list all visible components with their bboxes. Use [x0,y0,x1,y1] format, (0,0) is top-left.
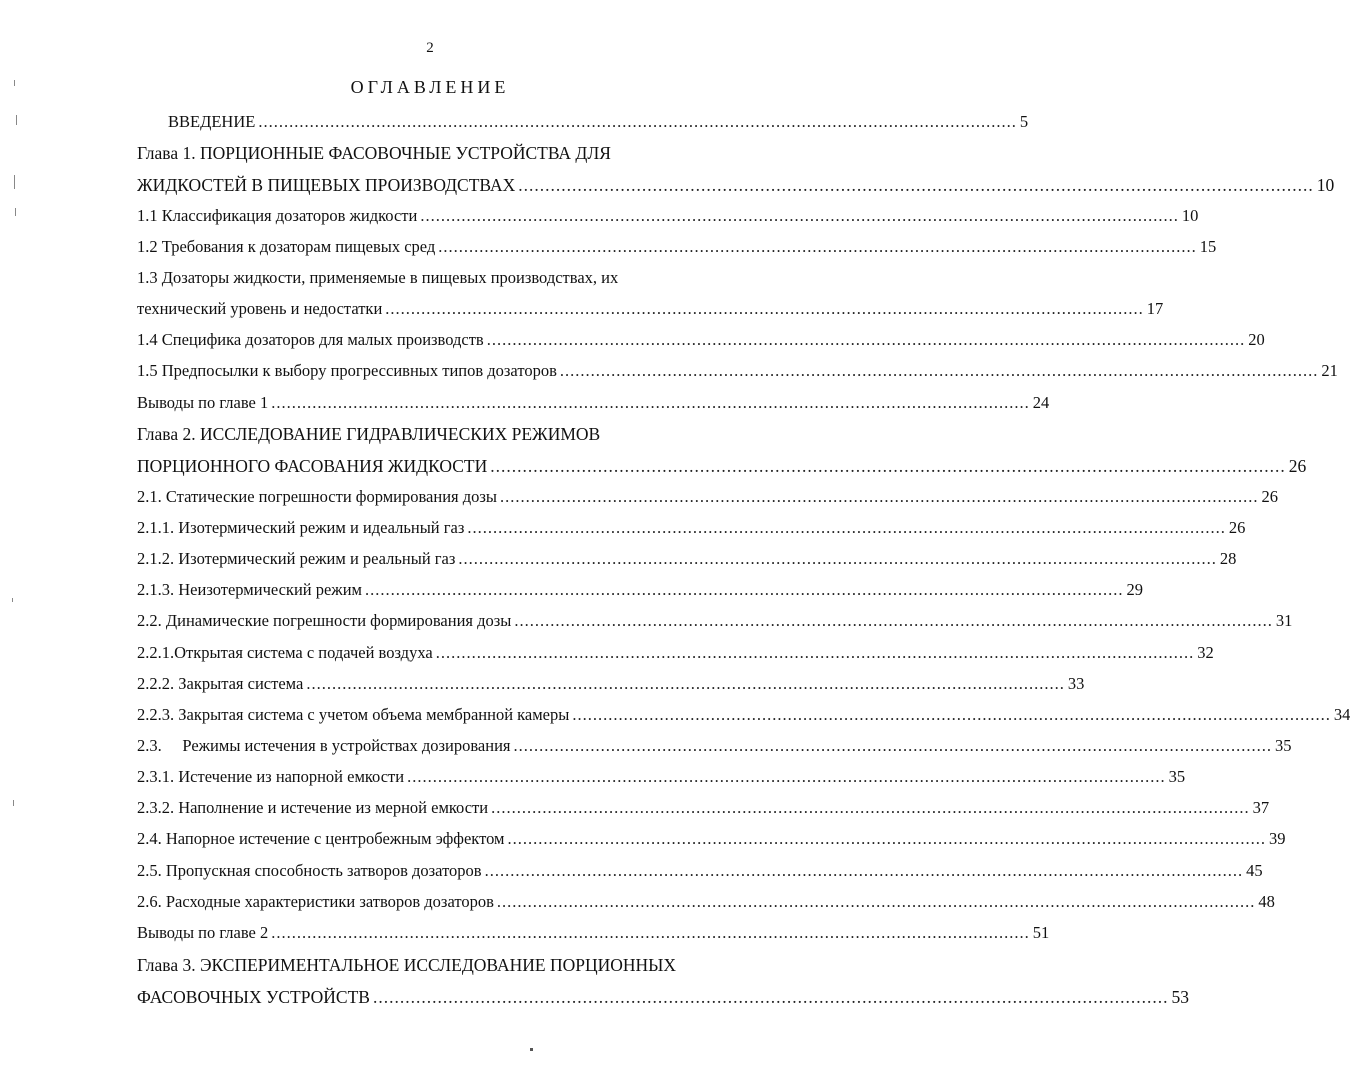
dot-leader: .................................................................................................................................................... [507,829,1266,848]
toc-entry-title: 1.4 Специфика дозаторов для малых производств [137,330,484,349]
toc-entry-page: 29 [1126,580,1143,599]
scan-mark [13,800,14,806]
toc-chapter-heading: Глава 3. ЭКСПЕРИМЕНТАЛЬНОЕ ИССЛЕДОВАНИЕ ПОРЦИОННЫХ [137,955,677,975]
toc-entry-title: 2.3. Режимы истечения в устройствах дозирования [137,736,511,755]
toc-entry-page: 45 [1246,861,1263,880]
page-number: 2 [426,40,434,56]
scan-mark [14,175,15,189]
toc-entry-page: 39 [1268,829,1286,848]
dot-leader: .................................................................................................................................................... [513,736,1272,755]
toc-entry [137,486,1279,508]
toc-entry-page: 17 [1146,299,1164,318]
toc-entry-title: 2.6. Расходные характеристики затворов дозаторов [137,892,494,911]
dot-leader: .................................................................................................................................................... [559,361,1319,380]
dot-leader: .................................................................................................................................................... [491,798,1250,817]
toc-entry [137,891,1275,913]
toc-entry-page: 26 [1288,456,1307,476]
toc-entry-title: 2.3.1. Истечение из напорной емкости [137,767,405,786]
toc-entry-page: 35 [1275,736,1292,755]
toc-entry [137,766,1186,788]
toc-entry-title: 1.2 Требования к дозаторам пищевых сред [137,237,436,256]
toc-entry [137,579,1143,601]
scan-mark [14,80,15,86]
toc-entry-page: 15 [1199,237,1217,256]
toc-entry-title: 1.5 Предпосылки к выбору прогрессивных типов дозаторов [137,361,557,380]
toc-entry-page: 10 [1316,175,1335,195]
toc-entry-page: 24 [1032,393,1050,412]
toc-entry-page: 21 [1321,361,1338,380]
toc-entry-title: 2.1.2. Изотермический режим и реальный газ [137,549,456,568]
toc-entry-page: 31 [1275,611,1293,630]
toc-entry-page: 26 [1261,487,1279,506]
scan-mark [530,1048,533,1051]
toc-entry [137,797,1270,819]
dot-leader: .................................................................................................................................................... [420,206,1179,225]
toc-entry [137,673,1085,695]
toc-entry [137,860,1263,882]
toc-entry-title: 2.3.2. Наполнение и истечение из мерной емкости [137,798,489,817]
toc-entry [137,704,1350,726]
toc-entry [137,828,1286,850]
dot-leader: .................................................................................................................................................... [458,549,1217,568]
dot-leader: .................................................................................................................................................... [271,393,1030,412]
toc-entry-page: 34 [1333,705,1350,724]
toc-entry [137,298,1164,320]
toc-entry-title: Выводы по главе 2 [137,923,269,942]
dot-leader: .................................................................................................................................................... [385,299,1144,318]
dot-leader: .................................................................................................................................................... [572,705,1331,724]
toc-entry [137,986,1189,1008]
toc-entry [137,642,1214,664]
toc-entry [137,360,1338,382]
scan-mark [16,115,17,125]
toc-entry-title: Выводы по главе 1 [137,393,269,412]
dot-leader: .................................................................................................................................................... [364,580,1124,599]
dot-leader: .................................................................................................................................................... [407,767,1166,786]
toc-entry-title: 2.1.3. Неизотермический режим [137,580,362,599]
toc-chapter-heading: Глава 2. ИССЛЕДОВАНИЕ ГИДРАВЛИЧЕСКИХ РЕЖИМОВ [137,424,601,444]
toc-entry-title: ЖИДКОСТЕЙ В ПИЩЕВЫХ ПРОИЗВОДСТВАХ [137,175,516,195]
dot-leader: .................................................................................................................................................... [372,987,1169,1007]
toc-entry-page: 26 [1228,518,1246,537]
toc-entry-title: 1.1 Классификация дозаторов жидкости [137,206,418,225]
dot-leader: .................................................................................................................................................... [258,112,1017,131]
toc-entry [137,610,1293,632]
toc-entry-title: ПОРЦИОННОГО ФАСОВАНИЯ ЖИДКОСТИ [137,456,488,476]
dot-leader: .................................................................................................................................................... [490,456,1286,476]
toc-entry [137,205,1199,227]
toc-entry-page: 37 [1252,798,1270,817]
toc-entry-title: 2.5. Пропускная способность затворов дозаторов [137,861,482,880]
toc-entry [137,392,1050,414]
toc-entry-page: 32 [1197,643,1214,662]
dot-leader: .................................................................................................................................................... [514,611,1273,630]
toc-entry-title: 2.2.1.Открытая система с подачей воздуха [137,643,433,662]
toc-entry-page: 20 [1248,330,1265,349]
toc-entry-title: 2.1. Статические погрешности формирования дозы [137,487,498,506]
toc-entry-title: технический уровень и недостатки [137,299,383,318]
toc-entry-page: 35 [1168,767,1186,786]
toc-entry-title: 2.2.2. Закрытая система [137,674,304,693]
dot-leader: .................................................................................................................................................... [484,861,1244,880]
toc-entry-page: 5 [1019,112,1029,131]
toc-entry [137,922,1050,944]
toc-entry-title: ФАСОВОЧНЫХ УСТРОЙСТВ [137,987,370,1007]
toc-entry-title: ВВЕДЕНИЕ [168,112,256,131]
toc-entry [137,236,1217,258]
dot-leader: .................................................................................................................................................... [467,518,1226,537]
toc-entry-line: 1.3 Дозаторы жидкости, применяемые в пищевых производствах, их [137,268,619,287]
toc-entry-title: 2.2.3. Закрытая система с учетом объема мембранной камеры [137,705,570,724]
toc-entry-page: 10 [1181,206,1199,225]
toc-entry [137,174,1335,196]
scan-mark [12,598,13,602]
toc-entry-page: 28 [1219,549,1237,568]
toc-entry-page: 33 [1067,674,1085,693]
toc-entry-title: 2.1.1. Изотермический режим и идеальный газ [137,518,465,537]
toc-entry [137,548,1237,570]
toc-entry [137,735,1292,757]
toc-title: ОГЛАВЛЕНИЕ [350,77,510,97]
dot-leader: .................................................................................................................................................... [496,892,1256,911]
dot-leader: .................................................................................................................................................... [438,237,1197,256]
toc-entry-title: 2.4. Напорное истечение с центробежным эффектом [137,829,505,848]
toc-entry-title: 2.2. Динамические погрешности формирования дозы [137,611,512,630]
dot-leader: .................................................................................................................................................... [435,643,1195,662]
toc-entry [137,329,1265,351]
toc-entry-page: 53 [1171,987,1189,1007]
toc-entry [137,455,1307,477]
dot-leader: .................................................................................................................................................... [306,674,1065,693]
dot-leader: .................................................................................................................................................... [500,487,1259,506]
toc-entry [137,517,1246,539]
dot-leader: .................................................................................................................................................... [518,175,1314,195]
dot-leader: .................................................................................................................................................... [486,330,1246,349]
toc-entry [168,111,1029,133]
toc-chapter-heading: Глава 1. ПОРЦИОННЫЕ ФАСОВОЧНЫЕ УСТРОЙСТВА ДЛЯ [137,143,611,163]
dot-leader: .................................................................................................................................................... [271,923,1030,942]
scan-mark [15,208,16,216]
toc-entry-page: 48 [1258,892,1275,911]
toc-entry-page: 51 [1032,923,1050,942]
